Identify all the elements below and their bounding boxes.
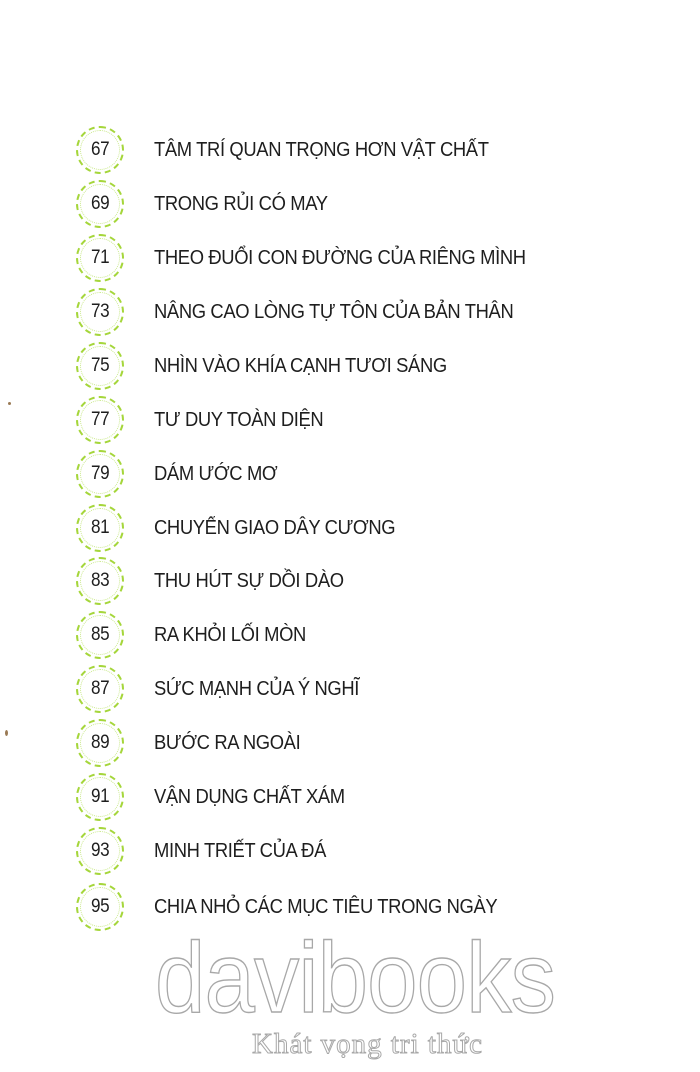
- page-number-badge: [76, 234, 124, 282]
- entry-title: NÂNG CAO LÒNG TỰ TÔN CỦA BẢN THÂN: [154, 300, 514, 323]
- page-number-badge: [76, 557, 124, 605]
- entry-title: TƯ DUY TOÀN DIỆN: [154, 408, 324, 431]
- page-number-badge: [76, 827, 124, 875]
- entry-title: VẬN DỤNG CHẤT XÁM: [154, 785, 345, 808]
- page-number-badge: [76, 504, 124, 552]
- page-number: 67: [90, 139, 110, 160]
- toc-entry: [76, 719, 676, 767]
- toc-entry: [76, 883, 676, 931]
- entry-title: BƯỚC RA NGOÀI: [154, 731, 301, 754]
- page-number-badge: [76, 396, 124, 444]
- page-number: 83: [90, 570, 110, 591]
- toc-entry: [76, 288, 676, 336]
- entry-title: DÁM ƯỚC MƠ: [154, 462, 278, 485]
- toc-entry: [76, 773, 676, 821]
- entry-title: TÂM TRÍ QUAN TRỌNG HƠN VẬT CHẤT: [154, 138, 489, 161]
- entry-title: NHÌN VÀO KHÍA CẠNH TƯƠI SÁNG: [154, 354, 447, 377]
- page-number-badge: [76, 883, 124, 931]
- toc-entry: [76, 504, 676, 552]
- page-number: 71: [90, 247, 110, 268]
- toc-entry: [76, 342, 676, 390]
- page-number: 77: [90, 409, 110, 430]
- page-number-badge: [76, 126, 124, 174]
- entry-title: CHIA NHỎ CÁC MỤC TIÊU TRONG NGÀY: [154, 895, 498, 918]
- page-number: 91: [90, 786, 110, 807]
- page-number: 69: [90, 193, 110, 214]
- davibooks-logo: [150, 932, 560, 1022]
- entry-title: MINH TRIẾT CỦA ĐÁ: [154, 839, 326, 862]
- page-number: 81: [90, 517, 110, 538]
- toc-entry: [76, 827, 676, 875]
- page-number: 79: [90, 463, 110, 484]
- page-number-badge: [76, 611, 124, 659]
- toc-entry: [76, 611, 676, 659]
- toc-entry: [76, 180, 676, 228]
- brand-tagline: Khát vọng tri thức: [252, 1028, 484, 1060]
- page-number: 89: [90, 732, 110, 753]
- page-number-badge: [76, 450, 124, 498]
- print-speck: [5, 730, 8, 736]
- entry-title: SỨC MẠNH CỦA Ý NGHĨ: [154, 677, 360, 700]
- page-number-badge: [76, 719, 124, 767]
- page-number: 95: [90, 896, 110, 917]
- toc-entry: [76, 126, 676, 174]
- page-number-badge: [76, 342, 124, 390]
- toc-entry: [76, 396, 676, 444]
- page-number-badge: [76, 288, 124, 336]
- page-number: 73: [90, 301, 110, 322]
- page-number-badge: [76, 180, 124, 228]
- toc-entry: [76, 234, 676, 282]
- page-number: 87: [90, 678, 110, 699]
- page-number: 85: [90, 624, 110, 645]
- page-number-badge: [76, 773, 124, 821]
- logo-wordmark: davibooks: [155, 932, 555, 1022]
- entry-title: THU HÚT SỰ DỒI DÀO: [154, 569, 344, 592]
- page-number: 75: [90, 355, 110, 376]
- toc-entry: [76, 665, 676, 713]
- entry-title: THEO ĐUỔI CON ĐƯỜNG CỦA RIÊNG MÌNH: [154, 246, 526, 269]
- entry-title: TRONG RỦI CÓ MAY: [154, 192, 328, 215]
- toc-entry: [76, 557, 676, 605]
- print-speck: [8, 402, 11, 405]
- toc-entry: [76, 450, 676, 498]
- entry-title: RA KHỎI LỐI MÒN: [154, 623, 306, 646]
- entry-title: CHUYỂN GIAO DÂY CƯƠNG: [154, 516, 396, 539]
- page-number: 93: [90, 840, 110, 861]
- page-number-badge: [76, 665, 124, 713]
